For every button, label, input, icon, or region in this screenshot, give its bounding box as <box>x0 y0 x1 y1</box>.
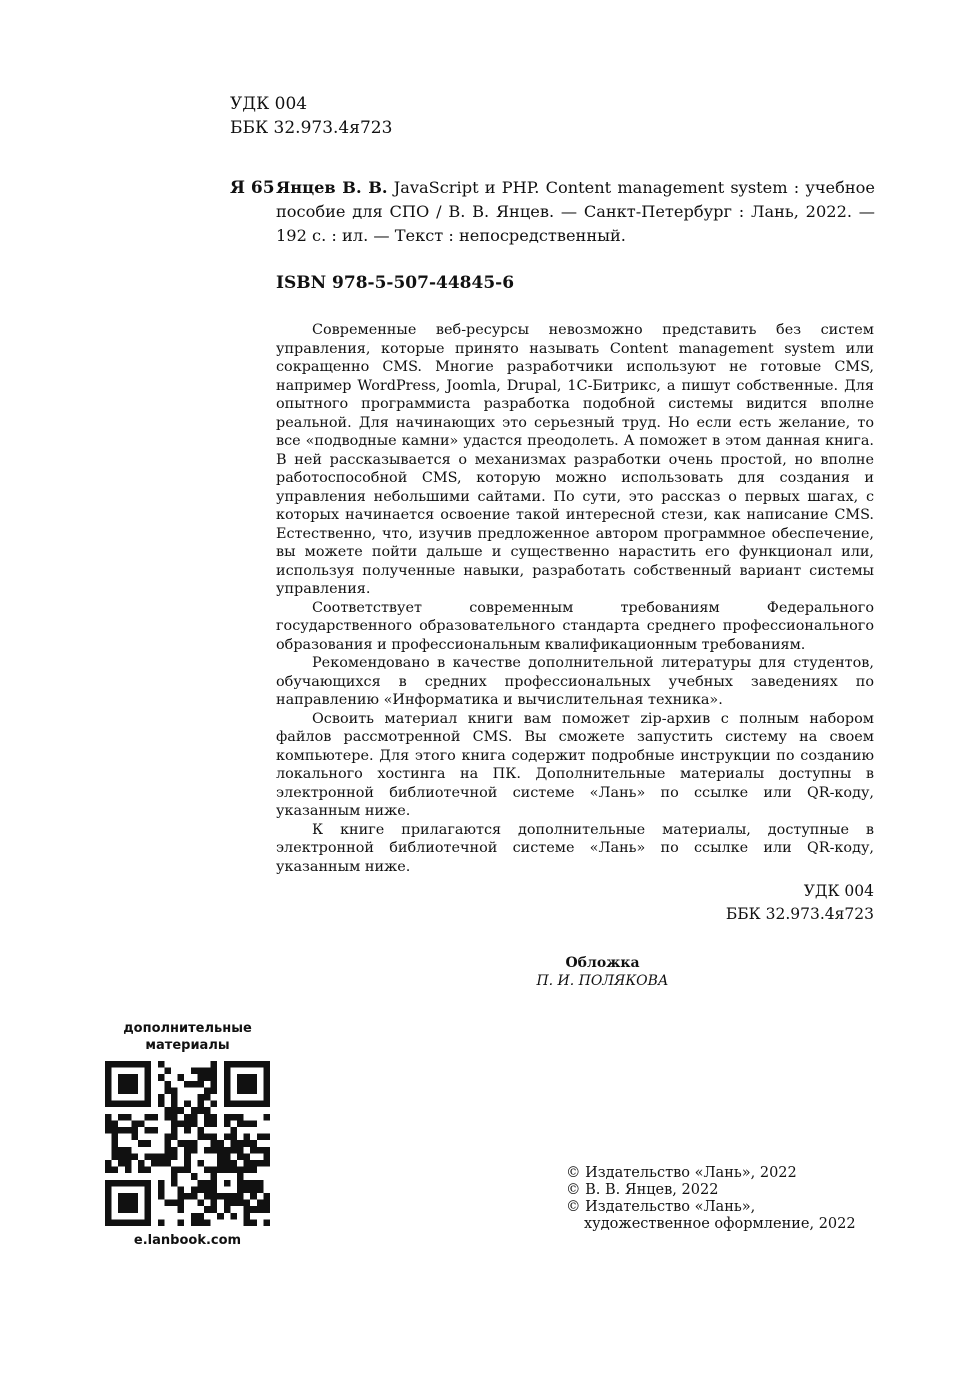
udk-code: УДК 004 <box>230 94 308 114</box>
author-name: Янцев В. В. <box>276 178 388 197</box>
annotation-paragraph: Соответствует современным требованиям Федерального государственного образовательного стандарта среднего профессионального образования и профессиональным квалификационным требованиям. <box>276 599 874 653</box>
isbn: ISBN 978-5-507-44845-6 <box>276 273 515 293</box>
qr-code-icon[interactable] <box>105 1061 270 1226</box>
qr-block <box>100 1020 275 1249</box>
annotation <box>276 321 874 876</box>
copyright-line: © Издательство «Лань», 2022 <box>566 1165 797 1181</box>
classification-codes-bottom <box>726 880 874 926</box>
qr-caption-line: дополнительные <box>123 1021 252 1036</box>
cover-title: Обложка <box>565 955 640 971</box>
copyright-line: © В. В. Янцев, 2022 <box>566 1182 719 1198</box>
annotation-paragraph: Рекомендовано в качестве дополнительной литературы для студентов, обучающихся в средних профессиональных учебных заведениях по направлению «Информатика и вычислительная техника». <box>276 655 874 708</box>
udk-code-bottom: УДК 004 <box>803 882 874 900</box>
annotation-paragraph: К книге прилагаются дополнительные материалы, доступные в электронной библиотечной системе «Лань» по ссылке или QR-коду, указанным ниже. <box>276 821 874 875</box>
annotation-paragraph: Современные веб-ресурсы невозможно представить без систем управления, которые принято называть Content management system или сокращенно CMS. Многие разработчики используют не готовые CMS, например WordPress, Joomla, Drupal, 1С-Битрикс, а пишут собственные. Для опытного программиста разработка подобной системы видится вполне реальной. Для начинающих это серьезный труд. Но если есть желание, то все «подводные камни» удастся преодолеть. А поможет в этом данная книга. В ней рассказывается о механизмах разработки очень простой, но вполне работоспособной CMS, которую можно использовать для создания и управления небольшими сайтами. По сути, это рассказ о первых шагах, с которых начинается освоение такой интересной стези, как написание CMS. Естественно, что, изучив предложенное автором программное обеспечение, вы можете пойти дальше и существенно нарастить его функционал или, используя полученные навыки, разработать собственный вариант системы управления. <box>276 322 874 597</box>
classification-codes-top <box>230 92 392 140</box>
copyright-line: художественное оформление, 2022 <box>584 1216 856 1232</box>
qr-url[interactable]: e.lanbook.com <box>133 1233 242 1248</box>
bibliographic-text: JavaScript и PHP. Content management system : учебное пособие для СПО / В. В. Янцев. — Санкт-Петербург : Лань, 2022. — 192 с. : ил. — Текст : непосредственный. <box>276 178 875 245</box>
bbk-code: ББК 32.973.4я723 <box>230 118 393 138</box>
bbk-code-bottom: ББК 32.973.4я723 <box>725 905 874 923</box>
annotation-paragraph: Освоить материал книги вам поможет zip-архив с полным набором файлов рассмотренной CMS. Вы сможете запустить систему на своем компьютере. Для этого книга содержит подробные инструкции по созданию локального хостинга на ПК. Дополнительные материалы доступны в электронной библиотечной системе «Лань» по ссылке или QR-коду, указанным ниже. <box>276 710 874 819</box>
copyright-block <box>566 1165 856 1233</box>
author-sign: Я 65 <box>230 178 275 198</box>
qr-caption <box>100 1020 275 1054</box>
copyright-line: © Издательство «Лань», <box>566 1199 756 1215</box>
cover-credit <box>485 954 720 990</box>
cover-designer: П. И. ПОЛЯКОВА <box>536 973 669 989</box>
bibliographic-description <box>276 176 875 248</box>
qr-caption-line: материалы <box>145 1038 230 1053</box>
